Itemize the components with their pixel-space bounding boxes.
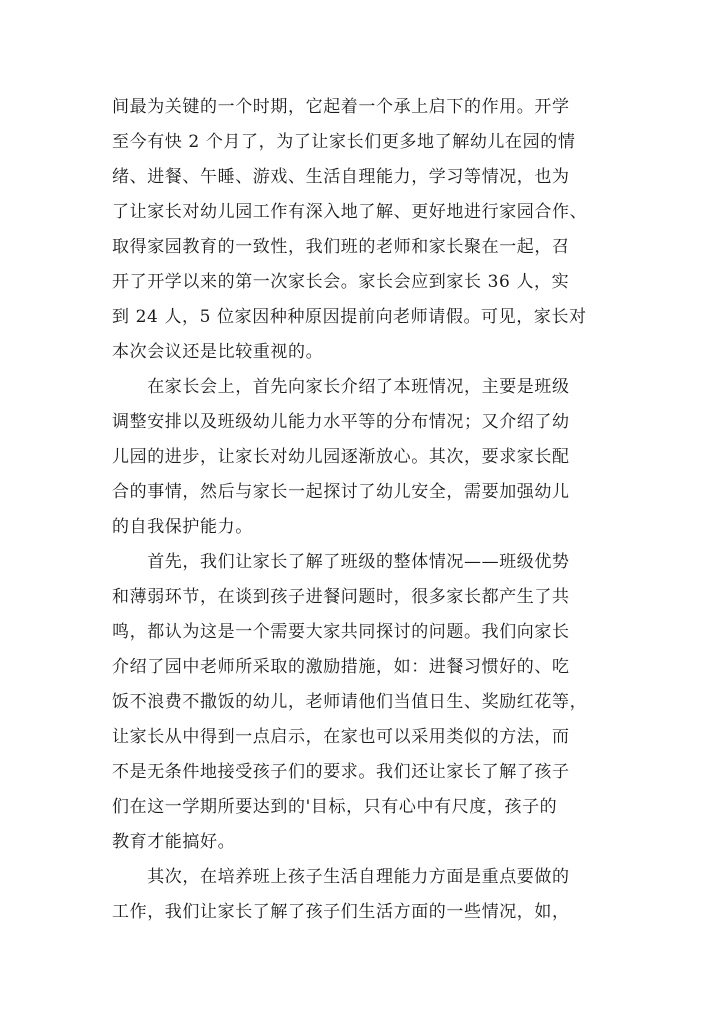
- text-line: 了让家长对幼儿园工作有深入地了解、更好地进行家园合作、: [112, 202, 588, 222]
- text-line: 开了开学以来的第一次家长会。家长会应到家长 36 人，实: [112, 272, 570, 292]
- text-line: 的自我保护能力。: [112, 517, 253, 537]
- text-line: 到 24 人，5 位家因种种原因提前向老师请假。可见，家长对: [112, 307, 587, 327]
- document-body: [112, 90, 622, 930]
- text-line: 不是无条件地接受孩子们的要求。我们还让家长了解了孩子: [112, 762, 570, 782]
- text-line: 本次会议还是比较重视的。: [112, 342, 324, 362]
- text-line: 鸣，都认为这是一个需要大家共同探讨的问题。我们向家长: [112, 622, 570, 642]
- text-line: 合的事情，然后与家长一起探讨了幼儿安全，需要加强幼儿: [112, 482, 570, 502]
- text-line: 介绍了园中老师所采取的激励措施，如：进餐习惯好的、吃: [112, 657, 570, 677]
- text-line: 在家长会上，首先向家长介绍了本班情况，主要是班级: [112, 377, 570, 397]
- text-line: 让家长从中得到一点启示，在家也可以采用类似的方法，而: [112, 727, 570, 747]
- text-line: 儿园的进步，让家长对幼儿园逐渐放心。其次，要求家长配: [112, 447, 570, 467]
- text-line: 间最为关键的一个时期，它起着一个承上启下的作用。开学: [112, 97, 570, 117]
- text-line: 取得家园教育的一致性，我们班的老师和家长聚在一起，召: [112, 237, 570, 257]
- text-line: 其次，在培养班上孩子生活自理能力方面是重点要做的: [112, 867, 570, 887]
- text-line: 饭不浪费不撒饭的幼儿，老师请他们当值日生、奖励红花等，: [112, 692, 588, 712]
- text-line: 绪、进餐、午睡、游戏、生活自理能力，学习等情况，也为: [112, 167, 570, 187]
- text-line: 调整安排以及班级幼儿能力水平等的分布情况；又介绍了幼: [112, 412, 570, 432]
- text-line: 至今有快 2 个月了，为了让家长们更多地了解幼儿在园的情: [112, 132, 576, 152]
- text-line: 们在这一学期所要达到的'目标，只有心中有尺度，孩子的: [112, 797, 558, 817]
- text-line: 首先，我们让家长了解了班级的整体情况——班级优势: [112, 552, 570, 572]
- text-line: 工作，我们让家长了解了孩子们生活方面的一些情况，如，: [112, 902, 570, 922]
- text-line: 教育才能搞好。: [112, 832, 236, 852]
- text-line: 和薄弱环节，在谈到孩子进餐问题时，很多家长都产生了共: [112, 587, 570, 607]
